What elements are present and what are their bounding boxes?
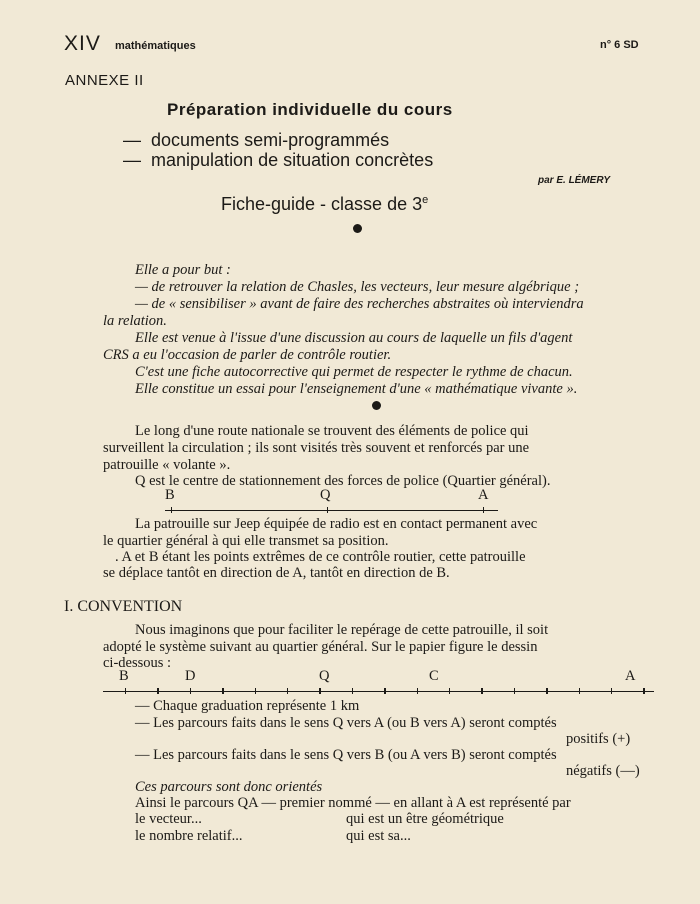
graduation-tick [384,688,385,694]
bullet-dot [353,224,362,233]
graduation-tick [514,688,515,694]
graduation-tick [190,688,191,694]
graduation-tick [611,688,612,694]
subtitle-2-text: manipulation de situation concrètes [151,150,434,170]
para-line: surveillent la circulation ; ils sont visités très souvent et renforcés par une [103,440,530,456]
convention-line: négatifs (—) [566,763,640,779]
final-line: qui est un être géométrique [346,811,504,827]
document-title: Préparation individuelle du cours [167,100,453,119]
issue-number: n° 6 SD [600,39,639,51]
final-line: Ainsi le parcours QA — premier nommé — en allant à A est représenté par [135,795,571,811]
subtitle-1-text: documents semi-programmés [151,130,390,150]
intro-line: Elle est venue à l'issue d'une discussion au cours de laquelle un fils d'agent [135,330,573,346]
point-a-label: A [478,487,489,503]
para-line: adopté le système suivant au quartier général. Sur le papier figure le dessin [103,639,538,655]
point-q-label: Q [319,668,330,684]
intro-line: la relation. [103,313,167,329]
graduation-tick [319,688,320,694]
final-line: qui est sa... [346,828,411,844]
graduation-tick [222,688,223,694]
para-line: se déplace tantôt en direction de A, tantôt en direction de B. [103,565,450,581]
fiche-text: Fiche-guide - classe de 3 [221,194,423,214]
graduation-tick [579,688,580,694]
point-b-label: B [165,487,175,503]
page-number: XIV [64,32,101,55]
road-line-1 [165,510,498,511]
convention-line: — Les parcours faits dans le sens Q vers B (ou A vers B) seront comptés [135,747,557,763]
author: par E. LÉMERY [538,175,611,186]
graduation-tick [417,688,418,694]
point-c-label: C [429,668,439,684]
para-line: le quartier général à qui elle transmet sa position. [103,533,389,549]
para-line: La patrouille sur Jeep équipée de radio est en contact permanent avec [135,516,538,532]
graduation-tick [546,688,547,694]
annexe-label: ANNEXE II [65,72,144,89]
section-name: mathématiques [115,40,196,52]
dash-mark: — [123,130,141,150]
intro-line: Elle a pour but : [135,262,231,278]
intro-line: — de « sensibiliser » avant de faire des recherches abstraites où interviendra [135,296,584,312]
final-line: le nombre relatif... [135,828,243,844]
bullet-dot [372,401,381,410]
intro-line: — de retrouver la relation de Chasles, les vecteurs, leur mesure algébrique ; [135,279,580,295]
graduated-line [103,691,654,692]
tick-a [483,507,484,513]
graduation-tick [157,688,158,694]
tick-q [327,507,328,513]
final-line: le vecteur... [135,811,202,827]
para-line: . A et B étant les points extrêmes de ce contrôle routier, cette patrouille [115,549,526,565]
tick-b [171,507,172,513]
convention-line: — Les parcours faits dans le sens Q vers A (ou B vers A) seront comptés [135,715,557,731]
fiche-heading [221,194,428,215]
intro-line: C'est une fiche autocorrective qui permet de respecter le rythme de chacun. [135,364,573,380]
subtitle-1 [123,130,389,151]
para-line: ci-dessous : [103,655,172,671]
convention-line: positifs (+) [566,731,631,747]
section-heading: I. CONVENTION [64,598,183,615]
point-a-label: A [625,668,636,684]
fiche-sup: e [422,194,429,206]
subtitle-2 [123,150,433,171]
para-line: Le long d'une route nationale se trouvent des éléments de police qui [135,423,529,439]
para-line: patrouille « volante ». [103,457,231,473]
para-line: Nous imaginons que pour faciliter le repérage de cette patrouille, il soit [135,622,549,638]
oriented-note: Ces parcours sont donc orientés [135,779,323,795]
graduation-tick [125,688,126,694]
graduation-tick [352,688,353,694]
intro-line: Elle constitue un essai pour l'enseignement d'une « mathématique vivante ». [135,381,578,397]
para-line: Q est le centre de stationnement des forces de police (Quartier général). [135,473,551,489]
point-d-label: D [185,668,196,684]
graduation-tick [287,688,288,694]
convention-line: — Chaque graduation représente 1 km [135,698,360,714]
graduation-tick [449,688,450,694]
intro-line: CRS a eu l'occasion de parler de contrôle routier. [103,347,392,363]
point-b-label: B [119,668,129,684]
dash-mark: — [123,150,141,170]
point-q-label: Q [320,487,331,503]
graduation-tick [255,688,256,694]
graduation-tick [643,688,644,694]
graduation-tick [481,688,482,694]
